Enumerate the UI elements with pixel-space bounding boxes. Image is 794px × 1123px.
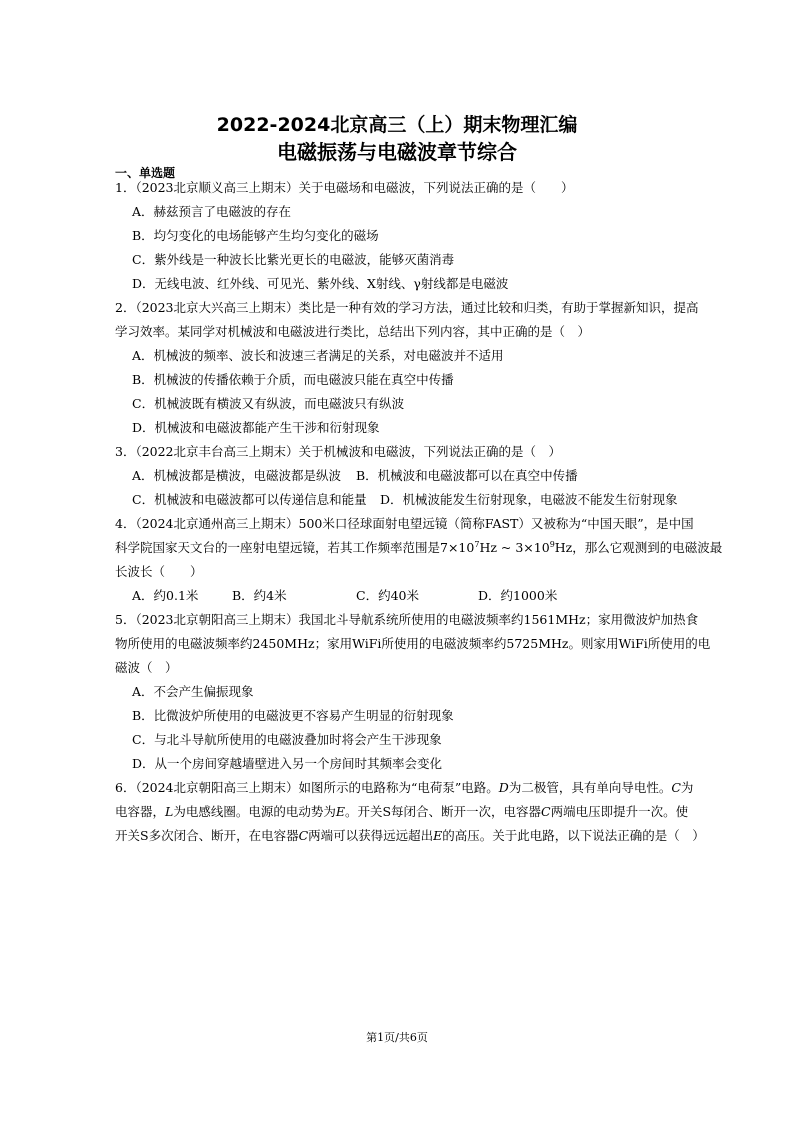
section-heading: 一、单选题 bbox=[115, 166, 176, 180]
question-2-stem-line1: 2．（2023北京大兴高三上期末）类比是一种有效的学习方法，通过比较和归类，有助于掌握新知识，提高 bbox=[115, 300, 699, 315]
question-2-option-b: B．机械波的传播依赖于介质，而电磁波只能在真空中传播 bbox=[132, 372, 454, 387]
q4-exponent-2: 9 bbox=[549, 539, 555, 549]
question-1-stem: 1．（2023北京顺义高三上期末）关于电磁场和电磁波，下列说法正确的是（ ） bbox=[115, 180, 574, 195]
q4-text-part: Hz ~ 3×10 bbox=[479, 540, 550, 555]
question-4-option-c: C．约40米 bbox=[356, 588, 419, 603]
symbol-e: E bbox=[433, 828, 443, 843]
question-6-stem-line2 bbox=[115, 802, 688, 820]
q6-text-part: 为二极管，具有单向导电性。 bbox=[508, 780, 672, 795]
symbol-c: C bbox=[671, 780, 681, 795]
page-footer: 第1页/共6页 bbox=[366, 1031, 428, 1044]
q6-text-part: 电容器， bbox=[115, 804, 166, 819]
q6-text-part: 的高压。关于此电路，以下说法正确的是（ ） bbox=[442, 828, 705, 843]
q4-text-part: 科学院国家天文台的一座射电望远镜，若其工作频率范围是7×10 bbox=[115, 540, 475, 555]
question-2-option-d: D．机械波和电磁波都能产生干涉和衍射现象 bbox=[132, 420, 380, 435]
question-1-option-d: D．无线电波、红外线、可见光、紫外线、X射线、γ射线都是电磁波 bbox=[132, 276, 509, 291]
q6-text-part: 。开关S每闭合、断开一次，电容器 bbox=[344, 804, 542, 819]
q6-text-part: 开关S多次闭合、断开，在电容器 bbox=[115, 828, 299, 843]
question-4-stem-line2 bbox=[115, 538, 722, 556]
question-6-stem-line3 bbox=[115, 826, 705, 844]
question-4-option-a: A．约0.1米 bbox=[132, 588, 199, 603]
symbol-d: D bbox=[498, 780, 509, 795]
question-5-option-b: B．比微波炉所使用的电磁波更不容易产生明显的衍射现象 bbox=[132, 708, 454, 723]
question-1-option-a: A．赫兹预言了电磁波的存在 bbox=[132, 204, 292, 219]
question-3-stem: 3．（2022北京丰台高三上期末）关于机械波和电磁波，下列说法正确的是（ ） bbox=[115, 444, 562, 459]
question-5-stem-line1: 5．（2023北京朝阳高三上期末）我国北斗导航系统所使用的电磁波频率约1561MHz；家用微波炉加热食 bbox=[115, 612, 699, 627]
question-2-stem-line2: 学习效率。某同学对机械波和电磁波进行类比，总结出下列内容，其中正确的是（ ） bbox=[115, 324, 591, 339]
q6-text-part: 为 bbox=[680, 780, 694, 795]
question-6-stem-line1 bbox=[115, 778, 693, 796]
question-5-stem-line3: 磁波（ ） bbox=[115, 660, 178, 675]
symbol-c: C bbox=[541, 804, 551, 819]
question-5-option-c: C．与北斗导航所使用的电磁波叠加时将会产生干涉现象 bbox=[132, 732, 442, 747]
question-3-option-b: B．机械波和电磁波都可以在真空中传播 bbox=[356, 468, 578, 483]
question-3-option-a: A．机械波都是横波，电磁波都是纵波 bbox=[132, 468, 342, 483]
question-4-option-b: B．约4米 bbox=[232, 588, 287, 603]
q6-text-part: 两端电压即提升一次。使 bbox=[550, 804, 689, 819]
q4-text-part: Hz，那么它观测到的电磁波最 bbox=[554, 540, 723, 555]
q6-text-part: 为电感线圈。电源的电动势为 bbox=[173, 804, 336, 819]
page-subtitle: 电磁振荡与电磁波章节综合 bbox=[277, 140, 517, 164]
question-5-option-a: A．不会产生偏振现象 bbox=[132, 684, 254, 699]
question-5-stem-line2: 物所使用的电磁波频率约2450MHz；家用WiFi所使用的电磁波频率约5725MHz。则家用WiFi所使用的电 bbox=[115, 636, 711, 651]
question-4-stem-line1: 4．（2024北京通州高三上期末）500米口径球面射电望远镜（简称FAST）又被称为“中国天眼”，是中国 bbox=[115, 516, 694, 531]
q4-exponent-1: 7 bbox=[474, 539, 480, 549]
question-3-option-d: D．机械波能发生衍射现象，电磁波不能发生衍射现象 bbox=[380, 492, 678, 507]
symbol-e: E bbox=[335, 804, 345, 819]
question-2-option-c: C．机械波既有横波又有纵波，而电磁波只有纵波 bbox=[132, 396, 405, 411]
question-1-option-b: B．均匀变化的电场能够产生均匀变化的磁场 bbox=[132, 228, 379, 243]
question-5-option-d: D．从一个房间穿越墙壁进入另一个房间时其频率会变化 bbox=[132, 756, 443, 771]
q6-text-part: 两端可以获得远远超出 bbox=[308, 828, 434, 843]
symbol-c: C bbox=[298, 828, 309, 843]
symbol-l: L bbox=[165, 804, 174, 819]
question-1-option-c: C．紫外线是一种波长比紫光更长的电磁波，能够灭菌消毒 bbox=[132, 252, 455, 267]
question-2-option-a: A．机械波的频率、波长和波速三者满足的关系，对电磁波并不适用 bbox=[132, 348, 504, 363]
question-4-option-d: D．约1000米 bbox=[478, 588, 558, 603]
page-title: 2022-2024北京高三（上）期末物理汇编 bbox=[216, 114, 578, 136]
question-3-option-c: C．机械波和电磁波都可以传递信息和能量 bbox=[132, 492, 367, 507]
q6-text-part: 6．（2024北京朝阳高三上期末）如图所示的电路称为“电荷泵”电路。 bbox=[115, 780, 499, 795]
question-4-stem-line3: 长波长（ ） bbox=[115, 564, 203, 579]
